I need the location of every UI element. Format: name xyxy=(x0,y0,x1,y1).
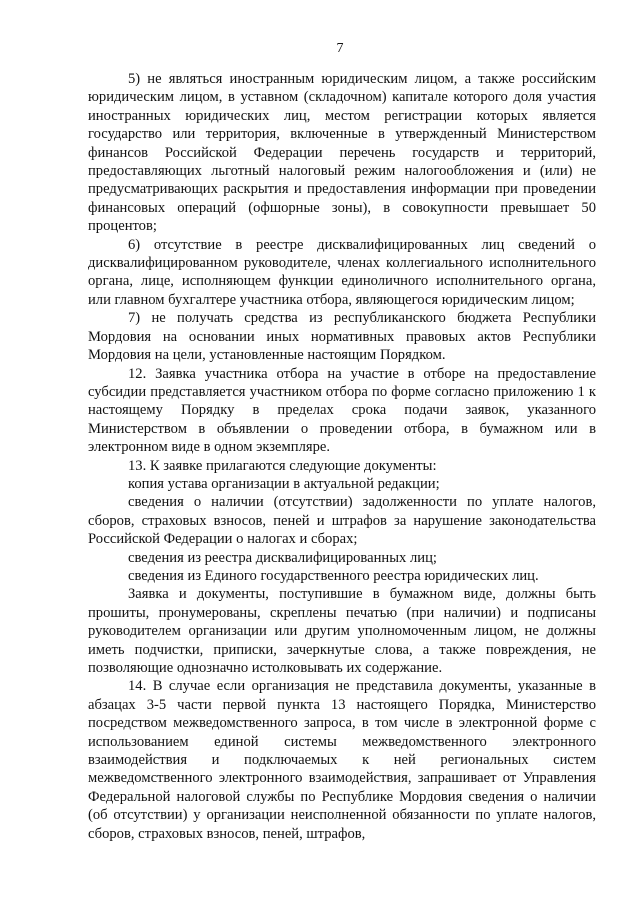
paragraph-paper-requirements: Заявка и документы, поступившие в бумажном виде, должны быть прошиты, пронумерованы, скреплены печатью (при наличии) и подписаны руководителем организации или другим уполномоченным лицом, не должны иметь подчистки, приписки, зачеркнутые слова, а также повреждения, не позволяющие однозначно истолковывать их содержание. xyxy=(88,586,596,676)
paragraph-clause-13: 13. К заявке прилагаются следующие документы: xyxy=(128,457,437,474)
paragraph-egrul: сведения из Единого государственного реестра юридических лиц. xyxy=(128,567,539,584)
paragraph-item-6: 6) отсутствие в реестре дисквалифицированных лиц сведений о дисквалифицированном руководителе, членах коллегиального исполнительного органа, лице, исполняющем функции единоличного исполнительного органа, или главном бухгалтере участника отбора, являющегося юридическим лицом; xyxy=(88,236,596,308)
document-body xyxy=(88,70,596,843)
page-number: 7 xyxy=(336,41,344,56)
paragraph-clause-14: 14. В случае если организация не представила документы, указанные в абзацах 3-5 части первой пункта 13 настоящего Порядка, Министерство посредством межведомственного запроса, в том числе в электронной форме с использованием единой системы межведомственного электронного взаимодействия и подключаемых к ней региональных систем межведомственного электронного взаимодействия, запрашивает от Управления Федеральной налоговой службы по Республике Мордовия сведения о наличии (об отсутствии) у организации неисполненной обязанности по уплате налогов, сборов, страховых взносов, пеней, штрафов, xyxy=(88,678,596,842)
paragraph-tax-debt-info: сведения о наличии (отсутствии) задолженности по уплате налогов, сборов, страховых взносов, пеней и штрафов за нарушение законодательства Российской Федерации о налогах и сборах; xyxy=(88,494,596,548)
paragraph-clause-12: 12. Заявка участника отбора на участие в отборе на предоставление субсидии представляется участником отбора по форме согласно приложению 1 к настоящему Порядку в пределах срока подачи заявок, указанного Министерством в объявлении о проведении отбора, в бумажном или в электронном виде в одном экземпляре. xyxy=(88,365,596,456)
paragraph-charter-copy: копия устава организации в актуальной редакции; xyxy=(128,475,440,492)
paragraph-disqualified-registry: сведения из реестра дисквалифицированных лиц; xyxy=(128,549,437,566)
paragraph-item-7: 7) не получать средства из республиканского бюджета Республики Мордовия на основании иных нормативных правовых актов Республики Мордовия на цели, установленные настоящим Порядком. xyxy=(88,310,596,364)
paragraph-item-5: 5) не являться иностранным юридическим лицом, а также российским юридическим лицом, в уставном (складочном) капитале которого доля участия иностранных юридических лиц, местом регистрации которых является государство или территория, включенные в утвержденный Министерством финансов Российской Федерации перечень государств и территорий, предоставляющих льготный налоговый режим налогообложения и (или) не предусматривающих раскрытия и предоставления информации при проведении финансовых операций (офшорные зоны), в совокупности превышает 50 процентов; xyxy=(88,71,596,235)
